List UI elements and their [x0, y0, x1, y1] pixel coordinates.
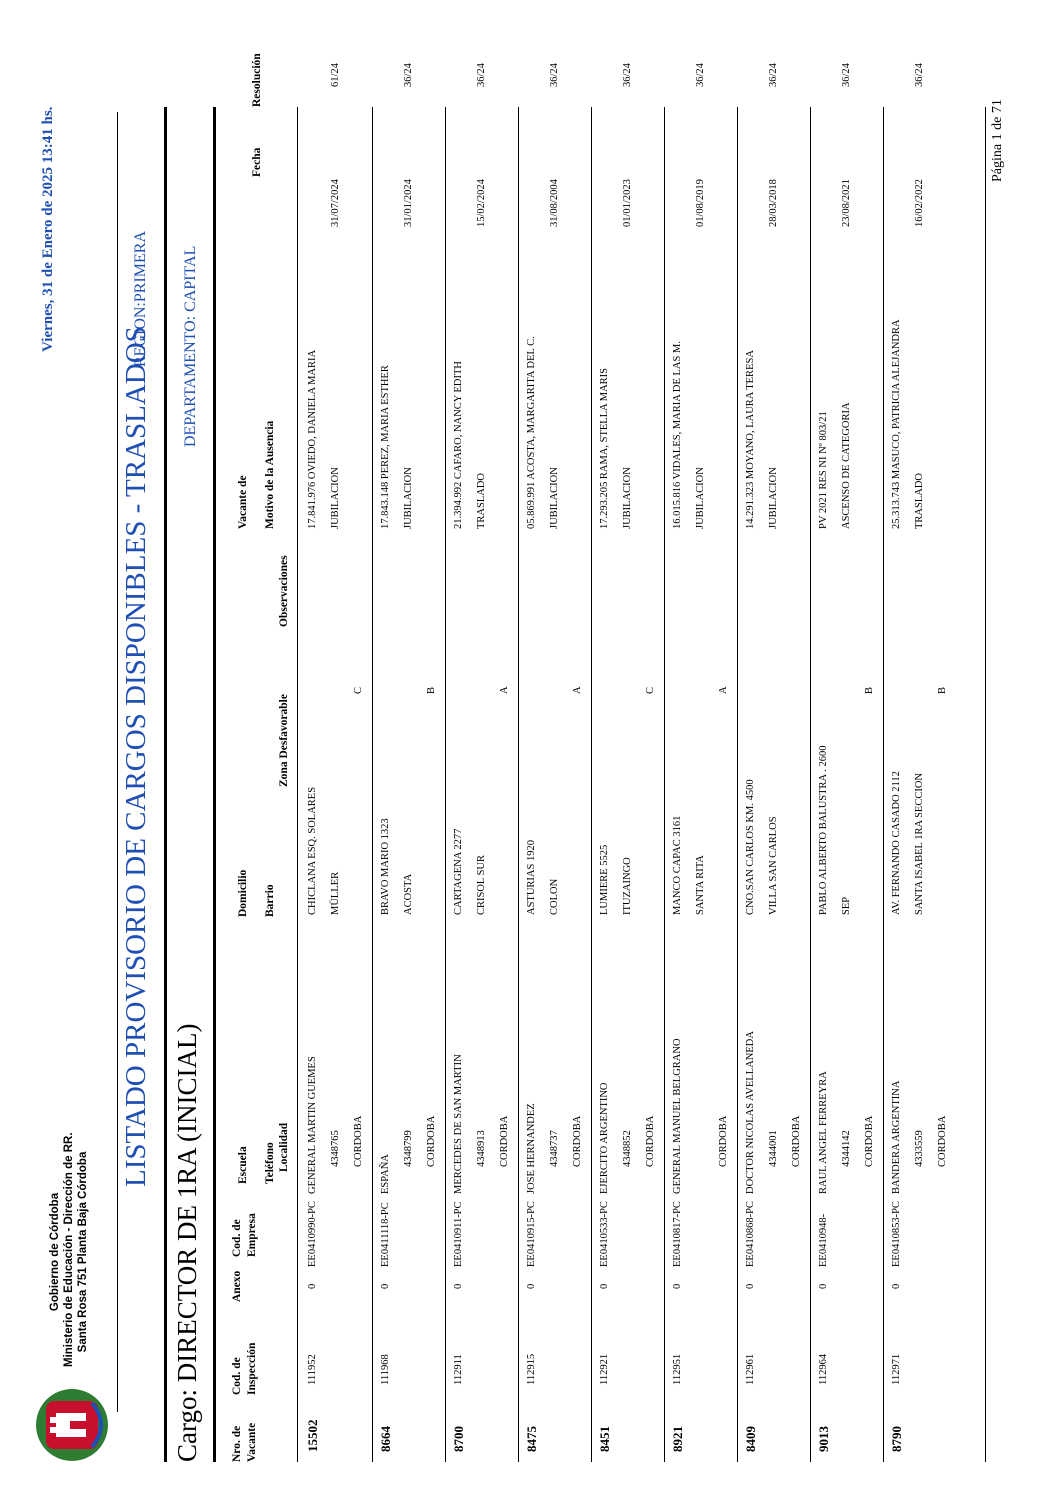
cell-barrio: VILLA SAN CARLOS	[768, 816, 779, 915]
cell-telefono: 4348737	[549, 1130, 560, 1167]
cell-resolucion: 36/24	[476, 63, 487, 87]
cell-fecha: 23/08/2021	[841, 179, 852, 227]
cell-telefono: 4348799	[403, 1130, 414, 1167]
cell-motivo: JUBILACION	[622, 467, 633, 529]
cell-motivo: TRASLADO	[476, 472, 487, 529]
cell-vacante: 8700	[451, 1426, 466, 1452]
cell-cod-empresa: EE0410911-PC	[453, 1201, 464, 1267]
org-department: Ministerio de Educación - Dirección de RR.	[63, 1132, 75, 1367]
cell-anexo: 0	[453, 1283, 464, 1289]
cell-domicilio: CHICLANA ESQ. SOLARES	[307, 786, 318, 915]
cell-anexo: 0	[891, 1283, 902, 1289]
cell-telefono: 4344142	[841, 1130, 852, 1167]
cell-vacante: 8451	[597, 1426, 612, 1452]
header-divider	[117, 112, 118, 1412]
col-nro-vacante: Nro. de Vacante	[231, 1422, 258, 1462]
org-name: Gobierno de Córdoba	[49, 1192, 61, 1312]
cell-vacante: 15502	[305, 1419, 320, 1452]
cell-escuela: EJERCITO ARGENTINO	[599, 1082, 610, 1194]
cell-escuela: MERCEDES DE SAN MARTIN	[453, 1054, 464, 1194]
cell-motivo: ASCENSO DE CATEGORIA	[841, 402, 852, 529]
cell-localidad: CORDOBA	[645, 1115, 656, 1167]
cell-motivo: JUBILACION	[403, 467, 414, 529]
region-label: REGION:PRIMERA	[132, 230, 149, 367]
cell-inspeccion: 112911	[453, 1354, 464, 1385]
cell-domicilio: ASTURIAS 1920	[526, 840, 537, 915]
cell-cod-empresa: EE0410990-PC	[307, 1201, 318, 1267]
cell-motivo: JUBILACION	[695, 467, 706, 529]
cell-barrio: COLON	[549, 878, 560, 915]
row-divider	[445, 107, 446, 1462]
cell-inspeccion: 112951	[672, 1353, 683, 1385]
cell-domicilio: AV. FERNANDO CASADO 2112	[891, 771, 902, 915]
cell-zona: B	[937, 686, 948, 694]
cell-barrio: ITUZAINGO	[622, 857, 633, 915]
cell-inspeccion: 111952	[307, 1354, 318, 1385]
cell-resolucion: 36/24	[549, 63, 560, 87]
cell-vacante-de: 25.313.743 MASUCO, PATRICIA ALEJANDRA	[891, 319, 902, 529]
cell-zona: A	[718, 686, 729, 694]
cell-anexo: 0	[818, 1283, 829, 1289]
cell-resolucion: 36/24	[768, 63, 779, 87]
col-cod-empresa: Cod. de Empresa	[231, 1213, 258, 1257]
cell-cod-empresa: EE0410915-PC	[526, 1201, 537, 1267]
cell-escuela: RAUL ANGEL FERREYRA	[818, 1071, 829, 1194]
cargo-title: Cargo: DIRECTOR DE 1RA (INICIAL)	[172, 1023, 202, 1462]
cell-zona: B	[426, 686, 437, 694]
cell-escuela: GENERAL MANUEL BELGRANO	[672, 1038, 683, 1194]
cell-telefono: 4348913	[476, 1130, 487, 1167]
cell-cod-empresa: EE0410853-PC	[891, 1201, 902, 1267]
cell-vacante: 9013	[816, 1426, 831, 1452]
cell-escuela: JOSE HERNANDEZ	[526, 1103, 537, 1194]
cell-localidad: CORDOBA	[499, 1115, 510, 1167]
cell-fecha: 31/08/2004	[549, 179, 560, 227]
cell-zona: C	[645, 686, 656, 694]
cell-anexo: 0	[380, 1283, 391, 1289]
cell-domicilio: BRAVO MARIO 1323	[380, 818, 391, 915]
col-resolucion: Resolución	[251, 53, 263, 107]
title-divider	[164, 107, 167, 1462]
col-domicilio: Domicilio Barrio	[237, 869, 276, 917]
cell-anexo: 0	[307, 1283, 318, 1289]
report-date: Viernes, 31 de Enero de 2025 13:41 hs.	[40, 106, 56, 352]
cell-escuela: DOCTOR NICOLAS AVELLANEDA	[745, 1031, 756, 1194]
cell-domicilio: PABLO ALBERTO BALUSTRA . 2600	[818, 745, 829, 915]
cell-anexo: 0	[672, 1283, 683, 1289]
org-address: Santa Rosa 751 Planta Baja Córdoba	[77, 1151, 89, 1353]
cell-telefono: 4348852	[622, 1130, 633, 1167]
cell-resolucion: 36/24	[914, 63, 925, 87]
cell-escuela: BANDERA ARGENTINA	[891, 1080, 902, 1194]
cell-localidad: CORDOBA	[791, 1115, 802, 1167]
cell-zona: B	[864, 686, 875, 694]
cell-zona: C	[353, 686, 364, 694]
cell-domicilio: MANCO CAPAC 3161	[672, 815, 683, 915]
row-divider	[591, 107, 592, 1462]
col-localidad: Localidad	[278, 1122, 290, 1172]
cell-barrio: SEP	[841, 896, 852, 915]
cell-fecha: 01/08/2019	[695, 179, 706, 227]
cell-cod-empresa: EE0410533-PC	[599, 1201, 610, 1267]
cell-domicilio: LUMIERE 5525	[599, 844, 610, 915]
cell-vacante-de: PV 2021 RES NI Nº 803/21	[818, 411, 829, 529]
cell-vacante-de: 17.293.205 RAMA, STELLA MARIS	[599, 367, 610, 529]
cell-anexo: 0	[526, 1283, 537, 1289]
cell-motivo: JUBILACION	[330, 467, 341, 529]
cell-resolucion: 36/24	[695, 63, 706, 87]
page-number: Página 1 de 71	[990, 99, 1005, 182]
cell-resolucion: 36/24	[403, 63, 414, 87]
cell-cod-empresa: EE0411118-PC	[380, 1202, 391, 1267]
row-divider	[737, 107, 738, 1462]
cell-anexo: 0	[599, 1283, 610, 1289]
cell-localidad: CORDOBA	[353, 1115, 364, 1167]
cell-resolucion: 36/24	[622, 63, 633, 87]
organization-block	[48, 1132, 90, 1367]
cell-vacante-de: 05.869.991 ACOSTA, MARGARITA DEL C.	[526, 336, 537, 529]
cell-domicilio: CNO.SAN CARLOS KM. 4500	[745, 779, 756, 915]
cell-telefono: 4344001	[768, 1130, 779, 1167]
cell-barrio: SANTA ISABEL 1RA SECCION	[914, 773, 925, 915]
cell-fecha: 28/03/2018	[768, 179, 779, 227]
cell-vacante-de: 17.843.148 PEREZ, MARIA ESTHER	[380, 365, 391, 529]
cell-escuela: ESPAÑA	[380, 1154, 391, 1194]
cell-fecha: 15/02/2024	[476, 179, 487, 227]
cell-fecha: 01/01/2023	[622, 179, 633, 227]
cell-barrio: SANTA RITA	[695, 855, 706, 915]
cell-zona: A	[572, 686, 583, 694]
cell-vacante: 8921	[670, 1426, 685, 1452]
cell-telefono: 4333559	[914, 1130, 925, 1167]
row-divider	[518, 107, 519, 1462]
cell-localidad: CORDOBA	[937, 1115, 948, 1167]
cell-barrio: MÜLLER	[330, 871, 341, 915]
cell-cod-empresa: EE0410948-	[818, 1213, 829, 1267]
cell-resolucion: 61/24	[330, 63, 341, 87]
cell-cod-empresa: EE0410868-PC	[745, 1201, 756, 1267]
cell-inspeccion: 112971	[891, 1353, 902, 1385]
cell-zona: A	[499, 686, 510, 694]
cell-motivo: JUBILACION	[549, 467, 560, 529]
cell-localidad: CORDOBA	[426, 1115, 437, 1167]
cell-fecha: 31/01/2024	[403, 179, 414, 227]
cordoba-coat-of-arms-logo	[30, 1383, 114, 1467]
cell-vacante: 8475	[524, 1426, 539, 1452]
cell-fecha: 31/07/2024	[330, 179, 341, 227]
col-observaciones: Observaciones	[278, 555, 290, 627]
cell-motivo: JUBILACION	[768, 467, 779, 529]
col-zona-desfavorable: Zona Desfavorable	[278, 694, 290, 787]
cell-vacante: 8664	[378, 1426, 393, 1452]
row-divider	[883, 107, 884, 1462]
cell-barrio: ACOSTA	[403, 873, 414, 915]
cell-cod-empresa: EE0410817-PC	[672, 1201, 683, 1267]
cell-inspeccion: 112921	[599, 1353, 610, 1385]
cell-localidad: CORDOBA	[864, 1115, 875, 1167]
col-cod-inspeccion: Cod. de Inspección	[231, 1342, 258, 1395]
cell-vacante-de: 14.291.323 MOYANO, LAURA TERESA	[745, 350, 756, 529]
row-divider	[664, 107, 665, 1462]
col-fecha: Fecha	[251, 147, 263, 177]
table-header-divider	[297, 107, 298, 1462]
cell-domicilio: CARTAGENA 2277	[453, 828, 464, 915]
cell-anexo: 0	[745, 1283, 756, 1289]
cell-inspeccion: 112961	[745, 1353, 756, 1385]
cargo-divider	[213, 107, 216, 1462]
cell-vacante: 8790	[889, 1426, 904, 1452]
cell-vacante-de: 21.394.992 CAFARO, NANCY EDITH	[453, 361, 464, 529]
cell-inspeccion: 112964	[818, 1353, 829, 1385]
page-title: LISTADO PROVISORIO DE CARGOS DISPONIBLES - TRASLADOS	[120, 326, 152, 1187]
cell-fecha: 16/02/2022	[914, 179, 925, 227]
cell-barrio: CRISOL SUR	[476, 854, 487, 915]
row-divider	[372, 107, 373, 1462]
cell-telefono: 4348765	[330, 1130, 341, 1167]
cell-resolucion: 36/24	[841, 63, 852, 87]
row-divider	[810, 107, 811, 1462]
cell-escuela: GENERAL MARTIN GUEMES	[307, 1056, 318, 1194]
cell-vacante: 8409	[743, 1426, 758, 1452]
footer-divider	[985, 107, 986, 1462]
cell-vacante-de: 16.015.816 VIDALES, MARIA DE LAS M.	[672, 341, 683, 529]
col-escuela: Escuela Teléfono	[237, 1142, 276, 1184]
col-anexo: Anexo	[231, 1270, 243, 1302]
cell-motivo: TRASLADO	[914, 472, 925, 529]
col-vacante-de: Vacante de Motivo de la Ausencia	[237, 420, 276, 529]
cell-localidad: CORDOBA	[572, 1115, 583, 1167]
cell-inspeccion: 112915	[526, 1353, 537, 1385]
cell-localidad: CORDOBA	[718, 1115, 729, 1167]
cell-vacante-de: 17.841.976 OVIEDO, DANIELA MARIA	[307, 349, 318, 529]
cell-inspeccion: 111968	[380, 1354, 391, 1385]
departamento-label: DEPARTAMENTO: CAPITAL	[182, 245, 199, 447]
